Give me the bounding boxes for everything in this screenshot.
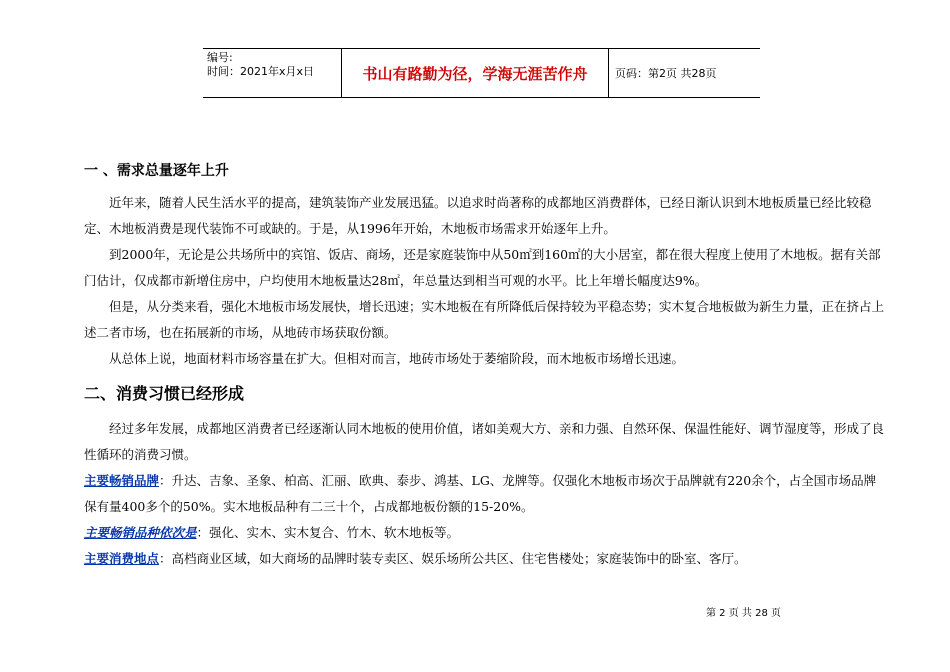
header-page-info: 页码：第2页 共28页: [615, 67, 717, 80]
section-1-paragraph: 但是，从分类来看，强化木地板市场发展快，增长迅速；实木地板在有所降低后保持较为平稳态势；实木复合地板做为新生力量，正在挤占上述二者市场，也在拓展新的市场，从地砖市场获取份额。: [84, 299, 885, 340]
places-text: ：高档商业区域，如大商场的品牌时装专卖区、娱乐场所公共区、住宅售楼处；家庭装饰中的卧室、客厅。: [159, 551, 747, 566]
section-1-paragraph: 到2000年，无论是公共场所中的宾馆、饭店、商场，还是家庭装饰中从50㎡到160㎡的大小居室，都在很大程度上使用了木地板。据有关部门估计，仅成都市新增住房中，户均使用木地板量达28㎡，年总量达到相当可观的水平。比上年增长幅度达9%。: [84, 247, 881, 288]
section-1-paragraph: 近年来，随着人民生活水平的提高，建筑装饰产业发展迅猛。以追求时尚著称的成都地区消费群体，已经日渐认识到木地板质量已经比较稳定、木地板消费是现代装饰不可或缺的。于是，从1996年开始，木地板市场需求开始逐年上升。: [84, 195, 872, 236]
section-2-intro: 经过多年发展，成都地区消费者已经逐渐认同木地板的使用价值，诸如美观大方、亲和力强、自然环保、保温性能好、调节湿度等，形成了良性循环的消费习惯。: [84, 421, 885, 462]
label-time: 时间：2021年x月x日: [207, 65, 315, 78]
section-1-title: 一 、需求总量逐年上升: [84, 163, 229, 179]
places-label: 主要消费地点: [84, 551, 160, 566]
section-1-paragraph: 从总体上说，地面材料市场容量在扩大。但相对而言，地砖市场处于萎缩阶段，而木地板市场增长迅速。: [109, 351, 685, 366]
types-paragraph: [84, 520, 884, 546]
brands-paragraph: [84, 468, 884, 520]
header-motto: 书山有路勤为径，学海无涯苦作舟: [342, 49, 609, 97]
header-table: [203, 48, 760, 98]
types-label: 主要畅销品种依次是: [84, 525, 197, 540]
brands-label: 主要畅销品牌: [84, 473, 160, 488]
places-paragraph: [84, 546, 884, 572]
label-number: 编号:: [207, 51, 233, 64]
page-footer: 第 2 页 共 28 页: [706, 608, 781, 619]
brands-text: ：升达、吉象、圣象、柏高、汇丽、欧典、泰步、鸿基、LG、龙牌等。仅强化木地板市场次于品牌就有220余个，占全国市场品牌保有量400多个的50%。实木地板品种有二三十个，占成都地板份额的15-20%。: [84, 473, 877, 514]
header-meta-cell: [203, 49, 342, 97]
section-2-title: 二、消费习惯已经形成: [84, 384, 245, 403]
types-text: ：强化、实木、实木复合、竹木、软木地板等。: [196, 525, 460, 540]
